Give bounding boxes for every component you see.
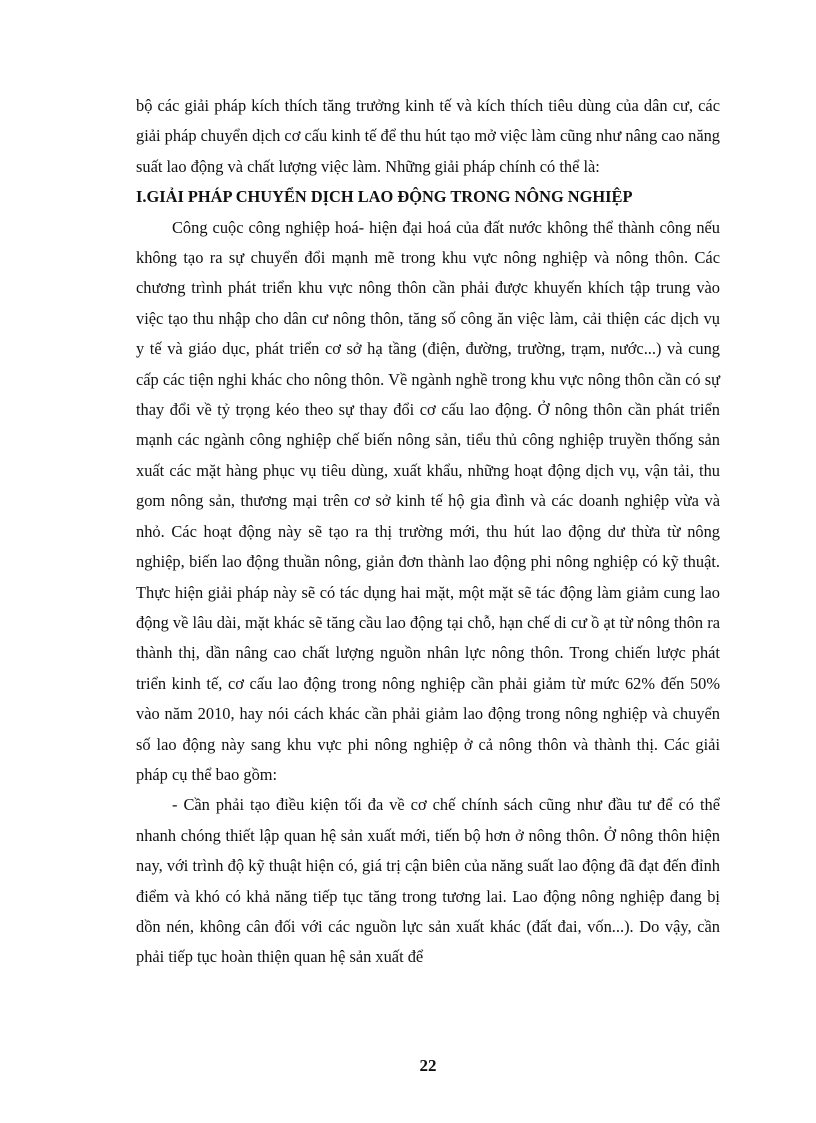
paragraph-rural-transformation: Công cuộc công nghiệp hoá- hiện đại hoá của đất nước không thể thành công nếu không tạo ra sự chuyển đổi mạnh mẽ trong khu vực nông nghiệp và nông thôn. Các chương trình phát triển khu vực nông thôn cần phải được khuyến khích tập trung vào việc tạo thu nhập cho dân cư nông thôn, tăng số công ăn việc làm, cải thiện các dịch vụ y tế và giáo dục, phát triển cơ sở hạ tầng (điện, đường, trường, trạm, nước...) và cung cấp các tiện nghi khác cho nông thôn. Về ngành nghề trong khu vực nông thôn cần có sự thay đổi về tỷ trọng kéo theo sự thay đổi cơ cấu lao động. Ở nông thôn cần phát triển mạnh các ngành công nghiệp chế biến nông sản, tiểu thủ công nghiệp truyền thống sản xuất các mặt hàng phục vụ tiêu dùng, xuất khẩu, những hoạt động dịch vụ, vận tải, thu gom nông sản, thương mại trên cơ sở kinh tế hộ gia đình và các doanh nghiệp vừa và nhỏ. Các hoạt động này sẽ tạo ra thị trường mới, thu hút lao động dư thừa từ nông nghiệp, biến lao động thuần nông, giản đơn thành lao động phi nông nghiệp có kỹ thuật. Thực hiện giải pháp này sẽ có tác dụng hai mặt, một mặt sẽ tác động làm giảm cung lao động về lâu dài, mặt khác sẽ tăng cầu lao động tại chỗ, hạn chế di cư ồ ạt từ nông thôn ra thành thị, dần nâng cao chất lượng nguồn nhân lực nông thôn. Trong chiến lược phát triển kinh tế, cơ cấu lao động trong nông nghiệp cần phải giảm từ mức 62% đến 50% vào năm 2010, hay nói cách khác cần phải giảm lao động trong nông nghiệp và chuyển số lao động này sang khu vực phi nông nghiệp ở cả nông thôn và thành thị. Các giải pháp cụ thể bao gồm: bbox=[136, 217, 720, 784]
intro-paragraph: bộ các giải pháp kích thích tăng trưởng kinh tế và kích thích tiêu dùng của dân cư, các giải pháp chuyển dịch cơ cấu kinh tế để thu hút tạo mở việc làm cũng như nâng cao năng suất lao động và chất lượng việc làm. Những giải pháp chính có thể là: bbox=[136, 96, 720, 176]
page-number: 22 bbox=[419, 1056, 437, 1075]
section-heading: I.GIẢI PHÁP CHUYỂN DỊCH LAO ĐỘNG TRONG NÔNG NGHIỆP bbox=[136, 187, 633, 207]
document-body bbox=[136, 91, 720, 973]
paragraph-policy-measures: - Cần phải tạo điều kiện tối đa về cơ chế chính sách cũng như đầu tư để có thể nhanh chóng thiết lập quan hệ sản xuất mới, tiến bộ hơn ở nông thôn. Ở nông thôn hiện nay, với trình độ kỹ thuật hiện có, giá trị cận biên của năng suất lao động đã đạt đến đỉnh điểm và khó có khả năng tiếp tục tăng trong tương lai. Lao động nông nghiệp đang bị dồn nén, không cân đối với các nguồn lực sản xuất khác (đất đai, vốn...). Do vậy, cần phải tiếp tục hoàn thiện quan hệ sản xuất để bbox=[136, 795, 720, 967]
